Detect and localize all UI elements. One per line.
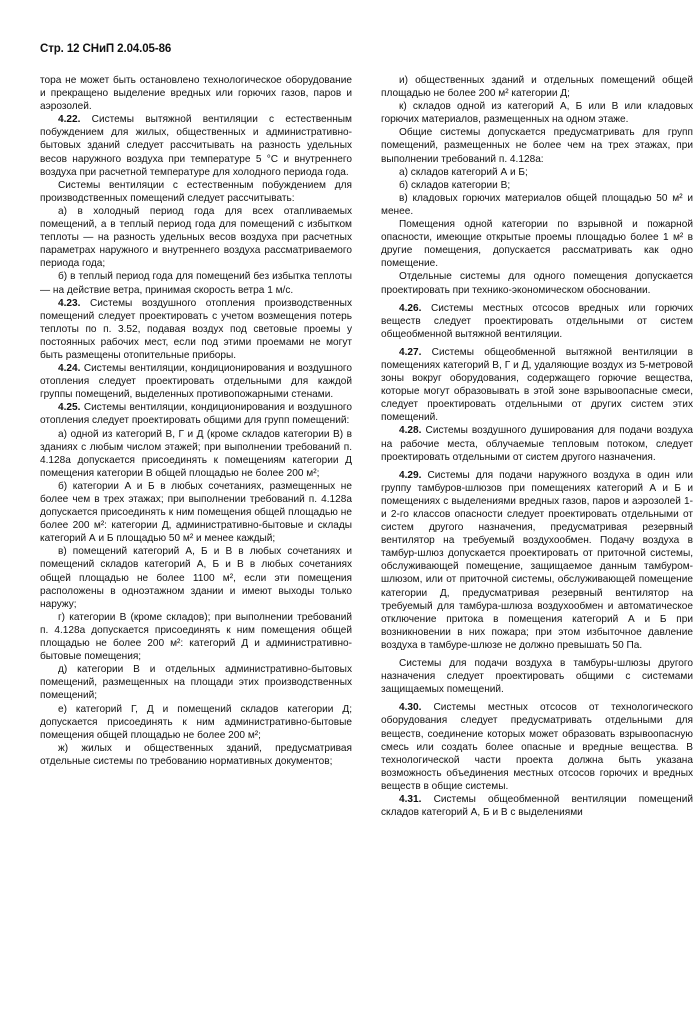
paragraph: Помещения одной категории по взрывной и пожарной опасности, имеющие открытые проемы площадью более 1 м² в другие помещения, допускается рассматривать как одно помещение. bbox=[381, 219, 693, 270]
list-item-d: д) категории В и отдельных административно-бытовых помещений, размещенных на площади этих производственных помещений; bbox=[40, 664, 352, 702]
paragraph: Отдельные системы для одного помещения допускается проектировать при технико-экономическом обосновании. bbox=[381, 271, 693, 296]
paragraph-4-30: 4.30. Системы местных отсосов от технологического оборудования следует предусматривать отдельными для веществ, соединение которых может образовать взрывоопасную смесь или создать более опасные и вредные вещества. В технологической части проекта должна быть указана возможность объединения местных отсосов горючих и вредных веществ в общие системы. bbox=[381, 702, 693, 792]
list-item-e: е) категорий Г, Д и помещений складов категории Д; допускается присоединять к ним административно-бытовые помещения общей площадью не более 200 м²; bbox=[40, 703, 352, 741]
list-item-g: г) категории В (кроме складов); при выполнении требований п. 4.128а допускается присоединять к ним помещения общей площадью не более 200 м²: категорий Д и административно-бытовые помещения; bbox=[40, 611, 352, 663]
paragraph-4-28: 4.28. Системы воздушного душирования для подачи воздуха на рабочие места, облучаемые тепловым потоком, следует проектировать отдельными от систем другого назначения. bbox=[381, 425, 693, 463]
list-item-b: б) категории А и Б в любых сочетаниях, размещенных не более чем в трех этажах; при выполнении требований п. 4.128а допускается присоединять к ним помещения общей площадью не более 200 м²: категории Д, административно-бытовые и склады категорий А и Б площадью 50 м² и менее каждый; bbox=[40, 480, 352, 545]
paragraph-4-22: 4.22. Системы вытяжной вентиляции с естественным побуждением для жилых, общественных и административно-бытовых зданий следует рассчитывать на разность удельных весов наружного воздуха при температуре 5 °С и внутреннего воздуха при расчетной температуре для холодного периода года. bbox=[40, 114, 352, 178]
paragraph-4-26: 4.26. Системы местных отсосов вредных или горючих веществ следует проектировать отдельными от систем общеобменной вытяжной вентиляции. bbox=[381, 302, 693, 340]
paragraph-4-25: 4.25. Системы вентиляции, кондиционирования и воздушного отопления следует проектировать общими для групп помещений: bbox=[40, 402, 352, 427]
right-column bbox=[381, 74, 693, 819]
list-item-a: а) одной из категорий В, Г и Д (кроме складов категории В) в зданиях с любым числом этажей; при выполнении требований п. 4.128а допускается присоединять к помещениям категории Д помещения категории В общей площадью не более 200 м²; bbox=[40, 428, 352, 479]
list-item-v: в) кладовых горючих материалов общей площадью 50 м² и менее. bbox=[381, 192, 693, 217]
list-item-a: а) складов категорий А и Б; bbox=[399, 166, 528, 178]
list-item-b: б) складов категории В; bbox=[399, 179, 511, 191]
list-item-k: к) складов одной из категорий А, Б или В или кладовых горючих материалов, размещенных на одном этаже. bbox=[381, 101, 693, 126]
left-column bbox=[40, 74, 352, 768]
paragraph-4-24: 4.24. Системы вентиляции, кондиционирования и воздушного отопления следует проектировать отдельными для каждой группы помещений, выделенных противопожарными стенами. bbox=[40, 363, 352, 401]
paragraph-4-23: 4.23. Системы воздушного отопления производственных помещений следует проектировать с учетом возмещения потерь теплоты по п. 3.52, подавая воздух под световые проемы у постоянных рабочих мест, если под этими проемами не могут быть размещены отопительные приборы. bbox=[40, 297, 352, 361]
page-header: Стр. 12 СНиП 2.04.05-86 bbox=[40, 43, 172, 55]
paragraph-4-31: 4.31. Системы общеобменной вентиляции помещений складов категорий А, Б и В с выделениями bbox=[381, 793, 693, 819]
list-item-v: в) помещений категорий А, Б и В в любых сочетаниях и помещений складов категорий А, Б и В в любых сочетаниях общей площадью не более 1100 м², если эти помещения расположены в одноэтажном здании и имеют выходы только наружу; bbox=[40, 546, 352, 610]
list-item-a: а) в холодный период года для всех отапливаемых помещений, а в теплый период года для помещений с избытком теплоты — на разность удельных весов воздуха при расчетных параметрах наружного и внутреннего воздуха рассматриваемого периода года; bbox=[40, 205, 352, 270]
paragraph: тора не может быть остановлено технологическое оборудование и прекращено выделение вредных или горючих газов, паров и аэрозолей. bbox=[40, 75, 352, 113]
list-item-b: б) в теплый период года для помещений без избытка теплоты — на действие ветра, принимая скорость ветра 1 м/с. bbox=[40, 271, 352, 296]
list-item-zh: ж) жилых и общественных зданий, предусматривая отдельные системы по требованию нормативных документов; bbox=[40, 742, 352, 767]
paragraph-4-29: 4.29. Системы для подачи наружного воздуха в один или группу тамбуров-шлюзов при помещениях категорий А и Б и помещениях с выделениями вредных газов, паров и аэрозолей 1- и 2-го классов опасности следует проектировать отдельными от систем другого назначения, предусматривая резервный вентилятор на требуемый воздухообмен. Подачу воздуха в тамбур-шлюз допускается проектировать от приточной системы, обслуживающей помещение, защищаемое данным тамбуром-шлюзом, или от приточной системы, обслуживающей помещение категории Д, предусматривая резервный вентилятор на требуемый для тамбура-шлюза воздухообмен и автоматическое отключение притока в помещения категорий А и Б при возникновении в них пожара; при этом избыточное давление воздуха в тамбуре-шлюзе не должно превышать 50 Па. bbox=[381, 469, 693, 651]
paragraph-4-27: 4.27. Системы общеобменной вытяжной вентиляции в помещениях категорий В, Г и Д, удаляющие воздух из 5-метровой зоны вокруг оборудования, содержащего горючие вещества, которые могут образовывать в этой зоне взрывоопасные смеси, следует проектировать отдельными от других систем этих помещений. bbox=[381, 346, 693, 424]
list-item-i: и) общественных зданий и отдельных помещений общей площадью не более 200 м² категории Д; bbox=[381, 75, 693, 100]
paragraph: Системы вентиляции с естественным побуждением для производственных помещений следует рассчитывать: bbox=[40, 179, 352, 204]
paragraph: Общие системы допускается предусматривать для групп помещений, размещенных не более чем на трех этажах, при выполнении требований п. 4.128а: bbox=[381, 127, 693, 165]
paragraph: Системы для подачи воздуха в тамбуры-шлюзы другого назначения следует проектировать общими с системами защищаемых помещений. bbox=[381, 658, 693, 696]
